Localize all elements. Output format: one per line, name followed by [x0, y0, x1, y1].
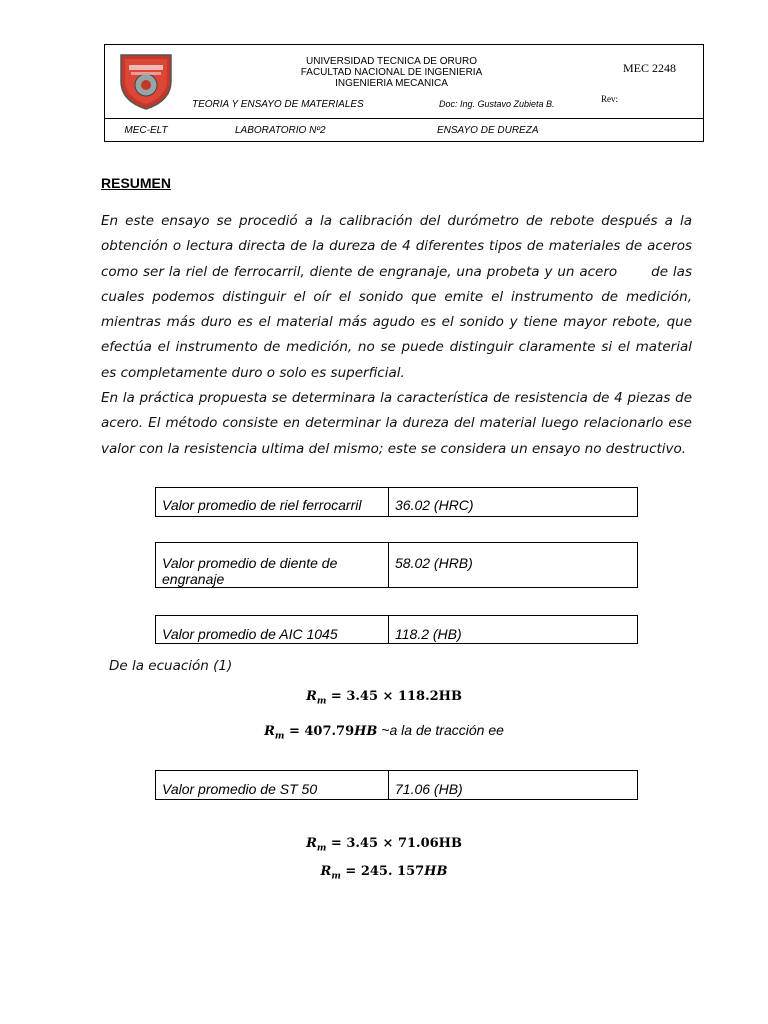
university-shield-logo-icon	[117, 51, 175, 111]
value-reading: 71.06 (HB)	[395, 781, 463, 797]
value-reading: 36.02 (HRC)	[395, 497, 474, 513]
faculty-name: FACULTAD NACIONAL DE INGENIERIA	[300, 67, 483, 78]
teacher-name: Doc: Ing. Gustavo Zubieta B.	[439, 99, 555, 109]
value-label: Valor promedio de diente de engranaje	[156, 543, 389, 587]
university-name: UNIVERSIDAD TECNICA DE ORURO	[306, 56, 477, 67]
eq-unit: HB	[424, 864, 448, 879]
value-label: Valor promedio de ST 50	[156, 771, 389, 799]
department-name: INGENIERIA MECANICA	[335, 78, 448, 89]
summary-p1-part-a: En este ensayo se procedió a la calibración del durómetro de rebote después a la obtención o lectura directa de la dureza de 4 diferentes tipos de materiales de aceros como ser la riel de ferrocarril, diente de engranaje, una probeta y un acero	[101, 213, 692, 280]
eq-var: R	[264, 724, 275, 739]
summary-paragraph-1	[101, 209, 692, 386]
subject-name: TEORIA Y ENSAYO DE MATERIALES	[192, 99, 364, 110]
lab-number: LABORATORIO Nº2	[235, 125, 326, 136]
value-box-st50	[155, 770, 638, 800]
institution-title	[187, 45, 596, 91]
empty-cell	[596, 119, 703, 142]
revision-value	[648, 91, 703, 118]
value-reading: 118.2 (HB)	[395, 626, 462, 642]
test-name: ENSAYO DE DUREZA	[437, 125, 539, 136]
eq-unit: HB	[354, 724, 378, 739]
revision-label: Rev:	[601, 94, 618, 104]
eq-rhs: = 407.79	[284, 724, 355, 739]
summary-text	[101, 209, 692, 462]
course-code: MEC 2248	[622, 61, 676, 75]
header-row-3	[105, 118, 703, 142]
eq-sub: m	[316, 696, 327, 707]
equation-4	[0, 864, 768, 882]
eq-rhs: = 3.45 × 118.2HB	[326, 689, 462, 704]
eq-sub: m	[331, 871, 341, 882]
equation-reference: De la ecuación (1)	[109, 658, 233, 674]
document-header	[104, 44, 704, 142]
eq-var: R	[320, 864, 332, 879]
value-box-diente	[155, 542, 638, 588]
section-heading: RESUMEN	[101, 175, 172, 191]
value-reading: 58.02 (HRB)	[395, 555, 473, 571]
eq-sub: m	[274, 731, 285, 742]
equation-1	[0, 689, 768, 707]
eq-rhs: = 245. 157	[340, 864, 425, 879]
value-box-aic1045	[155, 615, 638, 644]
equation-3	[0, 836, 768, 854]
eq-var: R	[306, 836, 317, 851]
eq-var: R	[306, 689, 317, 704]
value-box-riel	[155, 487, 638, 517]
value-label: Valor promedio de AIC 1045	[156, 616, 389, 643]
eq-tail: ~a la de tracción ee	[377, 722, 504, 738]
summary-p1-part-b: de las cuales podemos distinguir el oír el sonido que emite el instrumento de medición, mientras más duro es el material más agudo es el sonido y tiene mayor rebote, que efectúa el instrumento de medición, no se puede distinguir claramente si el material es completamente duro o solo es superficial.	[101, 263, 692, 381]
eq-rhs: = 3.45 × 71.06HB	[326, 836, 462, 851]
equation-2	[0, 722, 768, 742]
summary-paragraph-2: En la práctica propuesta se determinara la característica de resistencia de 4 piezas de acero. El método consiste en determinar la dureza del material luego relacionarlo ese valor con la resistencia ultima del mismo; este se considera un ensayo no destructivo.	[101, 390, 692, 457]
eq-sub: m	[316, 843, 327, 854]
group-code: MEC-ELT	[124, 125, 168, 136]
logo-cell	[105, 45, 187, 118]
value-label: Valor promedio de riel ferrocarril	[156, 488, 389, 516]
